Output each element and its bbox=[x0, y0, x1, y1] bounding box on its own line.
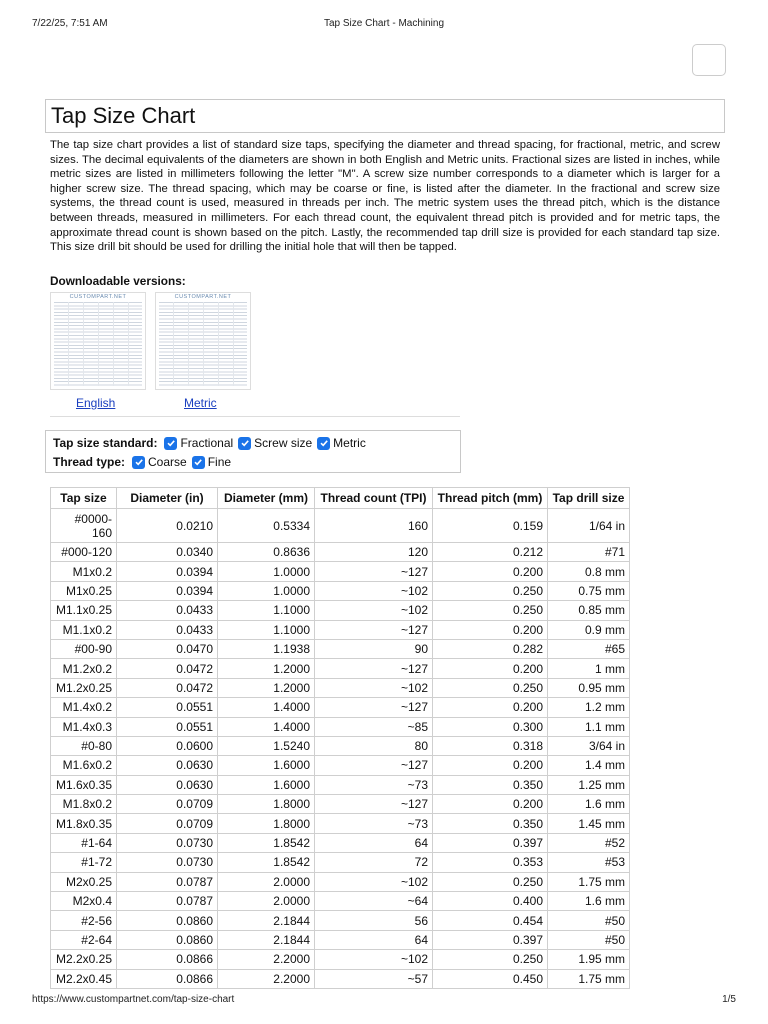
thread-count-cell: ~127 bbox=[315, 620, 433, 639]
tap-drill-cell: 1.6 mm bbox=[548, 795, 630, 814]
tap-drill-cell: 3/64 in bbox=[548, 736, 630, 755]
tap-size-cell: M1.2x0.25 bbox=[51, 678, 117, 697]
thread-count-cell: 90 bbox=[315, 639, 433, 658]
diameter-mm-cell: 2.1844 bbox=[218, 930, 315, 949]
diameter-in-cell: 0.0433 bbox=[117, 601, 218, 620]
diameter-mm-cell: 1.1000 bbox=[218, 620, 315, 639]
thread-count-cell: ~73 bbox=[315, 775, 433, 794]
col-header-thread-pitch[interactable]: Thread pitch (mm) bbox=[433, 488, 548, 509]
table-row bbox=[51, 775, 630, 794]
diameter-in-cell: 0.0470 bbox=[117, 639, 218, 658]
diameter-in-cell: 0.0551 bbox=[117, 717, 218, 736]
page-number: 1/5 bbox=[722, 994, 736, 1005]
thread-count-cell: ~102 bbox=[315, 581, 433, 600]
diameter-in-cell: 0.0551 bbox=[117, 698, 218, 717]
diameter-mm-cell: 1.1000 bbox=[218, 601, 315, 620]
diameter-mm-cell: 1.4000 bbox=[218, 698, 315, 717]
diameter-mm-cell: 2.2000 bbox=[218, 950, 315, 969]
thread-pitch-cell: 0.400 bbox=[433, 892, 548, 911]
thread-count-cell: 80 bbox=[315, 736, 433, 755]
thread-count-cell: ~102 bbox=[315, 678, 433, 697]
thread-count-cell: ~64 bbox=[315, 892, 433, 911]
coarse-option-label[interactable]: Coarse bbox=[148, 455, 187, 469]
diameter-in-cell: 0.0630 bbox=[117, 756, 218, 775]
thread-pitch-cell: 0.454 bbox=[433, 911, 548, 930]
thread-pitch-cell: 0.200 bbox=[433, 659, 548, 678]
table-row bbox=[51, 795, 630, 814]
table-row bbox=[51, 950, 630, 969]
diameter-in-cell: 0.0600 bbox=[117, 736, 218, 755]
tap-size-cell: #1-64 bbox=[51, 833, 117, 852]
diameter-mm-cell: 1.8000 bbox=[218, 814, 315, 833]
diameter-in-cell: 0.0433 bbox=[117, 620, 218, 639]
diameter-mm-cell: 0.8636 bbox=[218, 543, 315, 562]
diameter-mm-cell: 2.0000 bbox=[218, 892, 315, 911]
thread-pitch-cell: 0.212 bbox=[433, 543, 548, 562]
diameter-mm-cell: 2.2000 bbox=[218, 969, 315, 988]
table-row bbox=[51, 756, 630, 775]
diameter-mm-cell: 2.1844 bbox=[218, 911, 315, 930]
screw-size-checkbox[interactable] bbox=[238, 437, 251, 450]
tap-drill-cell: #65 bbox=[548, 639, 630, 658]
tap-size-cell: M1.6x0.2 bbox=[51, 756, 117, 775]
standard-filter-row bbox=[53, 435, 368, 451]
thread-count-cell: ~73 bbox=[315, 814, 433, 833]
tap-size-cell: M1.8x0.35 bbox=[51, 814, 117, 833]
page-title: Tap Size Chart bbox=[51, 103, 196, 128]
thread-count-cell: ~127 bbox=[315, 795, 433, 814]
thread-pitch-cell: 0.300 bbox=[433, 717, 548, 736]
metric-chart-thumbnail[interactable] bbox=[155, 292, 251, 390]
tap-drill-cell: 1.4 mm bbox=[548, 756, 630, 775]
thread-count-cell: 64 bbox=[315, 930, 433, 949]
diameter-mm-cell: 1.0000 bbox=[218, 562, 315, 581]
tap-size-cell: #0-80 bbox=[51, 736, 117, 755]
english-chart-thumbnail[interactable] bbox=[50, 292, 146, 390]
diameter-in-cell: 0.0866 bbox=[117, 969, 218, 988]
diameter-in-cell: 0.0394 bbox=[117, 581, 218, 600]
tap-drill-cell: 0.8 mm bbox=[548, 562, 630, 581]
diameter-in-cell: 0.0472 bbox=[117, 678, 218, 697]
tap-size-cell: M1x0.2 bbox=[51, 562, 117, 581]
tap-drill-cell: 1.6 mm bbox=[548, 892, 630, 911]
thread-pitch-cell: 0.397 bbox=[433, 930, 548, 949]
thumbnail-brand: CUSTOMPART.NET bbox=[174, 294, 232, 300]
tap-size-cell: M1.2x0.2 bbox=[51, 659, 117, 678]
thread-pitch-cell: 0.450 bbox=[433, 969, 548, 988]
tap-drill-cell: 0.85 mm bbox=[548, 601, 630, 620]
thread-count-cell: ~57 bbox=[315, 969, 433, 988]
table-row bbox=[51, 601, 630, 620]
tap-size-cell: M2.2x0.25 bbox=[51, 950, 117, 969]
diameter-in-cell: 0.0866 bbox=[117, 950, 218, 969]
table-header-row bbox=[51, 488, 630, 509]
thread-pitch-cell: 0.200 bbox=[433, 795, 548, 814]
diameter-mm-cell: 1.6000 bbox=[218, 756, 315, 775]
diameter-in-cell: 0.0730 bbox=[117, 853, 218, 872]
fine-checkbox[interactable] bbox=[192, 456, 205, 469]
thread-pitch-cell: 0.200 bbox=[433, 756, 548, 775]
diameter-in-cell: 0.0860 bbox=[117, 930, 218, 949]
thumbnail-columns bbox=[159, 302, 247, 386]
col-header-tap-drill[interactable]: Tap drill size bbox=[548, 488, 630, 509]
tap-size-cell: M2x0.25 bbox=[51, 872, 117, 891]
diameter-in-cell: 0.0709 bbox=[117, 795, 218, 814]
diameter-mm-cell: 1.2000 bbox=[218, 678, 315, 697]
table-row bbox=[51, 814, 630, 833]
diameter-in-cell: 0.0730 bbox=[117, 833, 218, 852]
table-row bbox=[51, 698, 630, 717]
thread-count-cell: ~102 bbox=[315, 601, 433, 620]
diameter-in-cell: 0.0472 bbox=[117, 659, 218, 678]
diameter-in-cell: 0.0860 bbox=[117, 911, 218, 930]
divider bbox=[50, 416, 460, 417]
print-header bbox=[32, 18, 736, 32]
table-row bbox=[51, 892, 630, 911]
thumbnail-brand: CUSTOMPART.NET bbox=[69, 294, 127, 300]
tap-drill-cell: 1.75 mm bbox=[548, 969, 630, 988]
fractional-option-label[interactable]: Fractional bbox=[180, 436, 234, 450]
thread-count-cell: ~102 bbox=[315, 950, 433, 969]
fractional-checkbox[interactable] bbox=[164, 437, 177, 450]
thread-count-cell: 160 bbox=[315, 509, 433, 543]
tap-drill-cell: #50 bbox=[548, 911, 630, 930]
thread-count-cell: ~127 bbox=[315, 756, 433, 775]
tap-size-cell: M1x0.25 bbox=[51, 581, 117, 600]
thread-count-cell: 64 bbox=[315, 833, 433, 852]
tap-drill-cell: 1.45 mm bbox=[548, 814, 630, 833]
thread-pitch-cell: 0.282 bbox=[433, 639, 548, 658]
table-row bbox=[51, 659, 630, 678]
diameter-mm-cell: 1.8542 bbox=[218, 833, 315, 852]
thread-count-cell: ~127 bbox=[315, 562, 433, 581]
table-row bbox=[51, 620, 630, 639]
tap-size-cell: M2x0.4 bbox=[51, 892, 117, 911]
diameter-in-cell: 0.0787 bbox=[117, 892, 218, 911]
diameter-mm-cell: 1.4000 bbox=[218, 717, 315, 736]
table-row bbox=[51, 911, 630, 930]
metric-download-link[interactable]: Metric bbox=[184, 396, 217, 410]
thread-pitch-cell: 0.250 bbox=[433, 950, 548, 969]
tap-size-cell: #000-120 bbox=[51, 543, 117, 562]
thread-count-cell: 56 bbox=[315, 911, 433, 930]
thread-pitch-cell: 0.353 bbox=[433, 853, 548, 872]
thumbnail-columns bbox=[54, 302, 142, 386]
diameter-mm-cell: 0.5334 bbox=[218, 509, 315, 543]
page-corner-button[interactable] bbox=[692, 44, 726, 76]
tap-size-cell: M1.6x0.35 bbox=[51, 775, 117, 794]
diameter-mm-cell: 1.8542 bbox=[218, 853, 315, 872]
diameter-in-cell: 0.0394 bbox=[117, 562, 218, 581]
tap-size-cell: M1.8x0.2 bbox=[51, 795, 117, 814]
table-row bbox=[51, 930, 630, 949]
diameter-in-cell: 0.0630 bbox=[117, 775, 218, 794]
metric-checkbox[interactable] bbox=[317, 437, 330, 450]
diameter-mm-cell: 1.5240 bbox=[218, 736, 315, 755]
table-row bbox=[51, 833, 630, 852]
tap-drill-cell: 0.95 mm bbox=[548, 678, 630, 697]
thread-count-cell: ~127 bbox=[315, 659, 433, 678]
tap-size-cell: M1.1x0.25 bbox=[51, 601, 117, 620]
tap-drill-cell: 1.75 mm bbox=[548, 872, 630, 891]
diameter-in-cell: 0.0709 bbox=[117, 814, 218, 833]
thread-pitch-cell: 0.250 bbox=[433, 601, 548, 620]
print-url: https://www.custompartnet.com/tap-size-chart bbox=[32, 994, 235, 1005]
tap-drill-cell: 1.95 mm bbox=[548, 950, 630, 969]
tap-size-cell: M1.1x0.2 bbox=[51, 620, 117, 639]
diameter-mm-cell: 1.6000 bbox=[218, 775, 315, 794]
diameter-mm-cell: 1.8000 bbox=[218, 795, 315, 814]
diameter-mm-cell: 1.0000 bbox=[218, 581, 315, 600]
tap-size-cell: #2-56 bbox=[51, 911, 117, 930]
diameter-in-cell: 0.0210 bbox=[117, 509, 218, 543]
print-doc-title: Tap Size Chart - Machining bbox=[323, 18, 445, 29]
table-row bbox=[51, 543, 630, 562]
tap-drill-cell: 1.1 mm bbox=[548, 717, 630, 736]
table-row bbox=[51, 509, 630, 543]
diameter-mm-cell: 2.0000 bbox=[218, 872, 315, 891]
thread-filter-row bbox=[53, 454, 233, 470]
filter-panel bbox=[45, 430, 461, 473]
tap-drill-cell: #50 bbox=[548, 930, 630, 949]
thread-pitch-cell: 0.159 bbox=[433, 509, 548, 543]
thread-pitch-cell: 0.250 bbox=[433, 872, 548, 891]
tap-size-cell: #00-90 bbox=[51, 639, 117, 658]
thread-count-cell: ~85 bbox=[315, 717, 433, 736]
tap-drill-cell: 1.2 mm bbox=[548, 698, 630, 717]
fine-option-label[interactable]: Fine bbox=[207, 455, 232, 469]
thread-count-cell: ~127 bbox=[315, 698, 433, 717]
thread-pitch-cell: 0.350 bbox=[433, 775, 548, 794]
col-header-diameter-mm[interactable]: Diameter (mm) bbox=[218, 488, 315, 509]
tap-drill-cell: 0.75 mm bbox=[548, 581, 630, 600]
diameter-in-cell: 0.0340 bbox=[117, 543, 218, 562]
print-datetime: 7/22/25, 7:51 AM bbox=[32, 18, 108, 29]
table-row bbox=[51, 872, 630, 891]
tap-size-cell: #0000-160 bbox=[51, 509, 117, 543]
tap-size-cell: M1.4x0.3 bbox=[51, 717, 117, 736]
tap-drill-cell: 1/64 in bbox=[548, 509, 630, 543]
col-header-diameter-in[interactable]: Diameter (in) bbox=[117, 488, 218, 509]
tap-size-table bbox=[50, 487, 630, 989]
thread-count-cell: 120 bbox=[315, 543, 433, 562]
coarse-checkbox[interactable] bbox=[132, 456, 145, 469]
english-download-link[interactable]: English bbox=[76, 396, 116, 410]
thread-pitch-cell: 0.397 bbox=[433, 833, 548, 852]
thread-count-cell: 72 bbox=[315, 853, 433, 872]
metric-option-label[interactable]: Metric bbox=[333, 436, 366, 450]
tap-drill-cell: 1 mm bbox=[548, 659, 630, 678]
tap-drill-cell: #52 bbox=[548, 833, 630, 852]
col-header-tap-size[interactable]: Tap size bbox=[51, 488, 117, 509]
title-box bbox=[45, 99, 725, 133]
table-row bbox=[51, 736, 630, 755]
col-header-thread-count[interactable]: Thread count (TPI) bbox=[315, 488, 433, 509]
tap-size-cell: #2-64 bbox=[51, 930, 117, 949]
screw-size-option-label[interactable]: Screw size bbox=[254, 436, 313, 450]
thread-pitch-cell: 0.250 bbox=[433, 581, 548, 600]
standard-filter-label: Tap size standard: bbox=[53, 436, 158, 450]
tap-size-cell: M1.4x0.2 bbox=[51, 698, 117, 717]
table-row bbox=[51, 853, 630, 872]
table-row bbox=[51, 678, 630, 697]
print-footer bbox=[32, 994, 736, 1008]
diameter-mm-cell: 1.1938 bbox=[218, 639, 315, 658]
thread-pitch-cell: 0.350 bbox=[433, 814, 548, 833]
tap-drill-cell: #71 bbox=[548, 543, 630, 562]
thread-pitch-cell: 0.200 bbox=[433, 620, 548, 639]
tap-drill-cell: 0.9 mm bbox=[548, 620, 630, 639]
diameter-mm-cell: 1.2000 bbox=[218, 659, 315, 678]
thread-count-cell: ~102 bbox=[315, 872, 433, 891]
thread-pitch-cell: 0.250 bbox=[433, 678, 548, 697]
table-row bbox=[51, 717, 630, 736]
tap-size-cell: #1-72 bbox=[51, 853, 117, 872]
diameter-in-cell: 0.0787 bbox=[117, 872, 218, 891]
table-row bbox=[51, 969, 630, 988]
tap-size-cell: M2.2x0.45 bbox=[51, 969, 117, 988]
downloads-label: Downloadable versions: bbox=[50, 274, 186, 288]
table-row bbox=[51, 581, 630, 600]
thread-filter-label: Thread type: bbox=[53, 455, 126, 469]
tap-drill-cell: 1.25 mm bbox=[548, 775, 630, 794]
table-row bbox=[51, 639, 630, 658]
intro-paragraph: The tap size chart provides a list of standard size taps, specifying the diameter and thread spacing, for fractional, metric, and screw sizes. The decimal equivalents of the diameters are shown in both English and Metric units. Fractional sizes are listed in inches, while metric sizes are listed in millimeters following the letter "M". A screw size number corresponds to a diameter which is larger for a higher screw size. The thread spacing, which may be coarse or fine, is listed after the diameter. In the fractional and screw size systems, the thread count is used, measured in threads per inch. The metric system uses the thread pitch, which is the distance between threads, measured in millimeters. For each thread count, the equivalent thread pitch is provided and for metric taps, the approximate thread count is shown based on the pitch. Lastly, the recommended tap drill size is provided for each standard tap size. This size drill bit should be used for drilling the initial hole that will then be tapped. bbox=[50, 139, 720, 254]
table-row bbox=[51, 562, 630, 581]
tap-drill-cell: #53 bbox=[548, 853, 630, 872]
thread-pitch-cell: 0.200 bbox=[433, 562, 548, 581]
thread-pitch-cell: 0.318 bbox=[433, 736, 548, 755]
thread-pitch-cell: 0.200 bbox=[433, 698, 548, 717]
